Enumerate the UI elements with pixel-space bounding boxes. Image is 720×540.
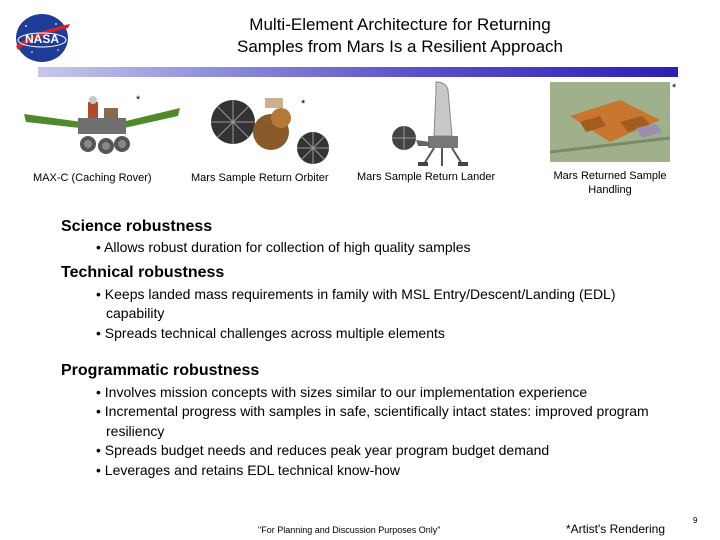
- rover-illustration: [22, 92, 182, 164]
- disclaimer-footer: "For Planning and Discussion Purposes Only": [258, 525, 441, 535]
- nasa-logo-text: NASA: [24, 32, 60, 46]
- orbiter-label: Mars Sample Return Orbiter: [191, 172, 329, 184]
- sample-handling-label-line-2: Handling: [588, 184, 632, 196]
- programmatic-bullet-list: [96, 383, 676, 480]
- asterisk-marker: *: [301, 98, 306, 110]
- bullet-item: • Involves mission concepts with sizes similar to our implementation experience: [96, 383, 676, 402]
- asterisk-marker: *: [136, 94, 141, 106]
- orbiter-illustration: [205, 92, 333, 166]
- slide-title: [150, 14, 650, 58]
- nasa-logo: [12, 12, 72, 64]
- bullet-item: • Incremental progress with samples in safe, scientifically intact states: improved program resiliency: [96, 402, 676, 441]
- title-line-1: Multi-Element Architecture for Returning: [249, 15, 551, 34]
- bullet-item: • Spreads technical challenges across multiple elements: [96, 324, 666, 343]
- page-number: 9: [693, 516, 698, 525]
- bullet-item: • Spreads budget needs and reduces peak year program budget demand: [96, 441, 676, 460]
- asterisk-marker: *: [672, 82, 677, 94]
- lander-label: Mars Sample Return Lander: [357, 171, 496, 183]
- lander-illustration: [378, 80, 488, 170]
- science-bullet-list: [96, 238, 676, 257]
- bullet-item: • Allows robust duration for collection of high quality samples: [96, 238, 676, 257]
- sample-handling-label: [530, 169, 690, 197]
- sample-handling-facility-illustration: [550, 82, 670, 162]
- technical-bullet-list: [96, 285, 666, 343]
- title-line-2: Samples from Mars Is a Resilient Approach: [237, 37, 563, 56]
- sample-handling-label-line-1: Mars Returned Sample: [553, 170, 667, 182]
- section-heading-programmatic: Programmatic robustness: [61, 362, 260, 379]
- bullet-item: • Keeps landed mass requirements in family with MSL Entry/Descent/Landing (EDL) capability: [96, 285, 666, 324]
- section-heading-technical: Technical robustness: [61, 264, 225, 281]
- bullet-item: • Leverages and retains EDL technical know-how: [96, 461, 676, 480]
- artists-rendering-note: *Artist's Rendering: [566, 522, 665, 536]
- rover-label: MAX-C (Caching Rover): [33, 172, 152, 184]
- section-heading-science: Science robustness: [61, 218, 213, 235]
- title-underline-bar: [38, 67, 678, 77]
